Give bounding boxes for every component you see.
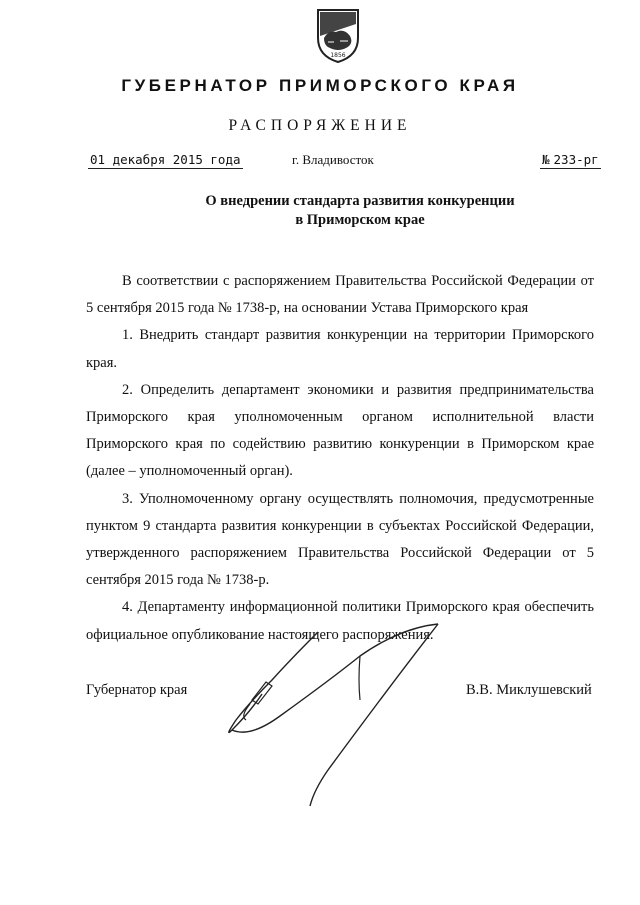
paragraph-item-2: 2. Определить департамент экономики и развития предпринимательства Приморского края уполномоченным органом исполнительной власти Приморского края по содействию развитию конкуренции в Приморском крае (далее – уполномоченный орган). [86, 381, 594, 480]
signatory-name: В.В. Миклушевский [466, 682, 592, 698]
subject-line-1: О внедрении стандарта развития конкуренции [205, 193, 515, 209]
document-type: РАСПОРЯЖЕНИЕ [228, 117, 412, 134]
paragraph-preamble: В соответствии с распоряжением Правительства Российской Федерации от 5 сентября 2015 года № 1738-р, на основании Устава Приморского края [86, 273, 594, 317]
handwritten-signature [210, 620, 450, 810]
coat-of-arms-emblem [314, 8, 362, 64]
decree-city: г. Владивосток [292, 152, 374, 167]
paragraph-item-1: 1. Внедрить стандарт развития конкуренции на территории Приморского края. [86, 327, 594, 371]
paragraph-item-4: 4. Департаменту информационной политики Приморского края обеспечить официальное опубликование настоящего распоряжения. [86, 599, 594, 643]
issuer-title: ГУБЕРНАТОР ПРИМОРСКОГО КРАЯ [121, 76, 519, 95]
emblem-year: 1856 [330, 52, 346, 59]
paragraph-item-3: 3. Уполномоченному органу осуществлять полномочия, предусмотренные пунктом 9 стандарта развития конкуренции в субъектах Российской Федерации, утвержденного распоряжением Правительства Российской Федерации от 5 сентября 2015 года № 1738-р. [86, 490, 594, 589]
decree-date: 01 декабря 2015 года [90, 152, 241, 167]
subject-line-2: в Приморском крае [295, 212, 425, 228]
decree-number-value: 233-рг [553, 152, 599, 167]
decree-number [540, 152, 601, 169]
decree-body [86, 268, 594, 649]
signatory-position: Губернатор края [86, 682, 188, 698]
decree-subject [130, 192, 590, 230]
number-sign: № [542, 152, 550, 167]
